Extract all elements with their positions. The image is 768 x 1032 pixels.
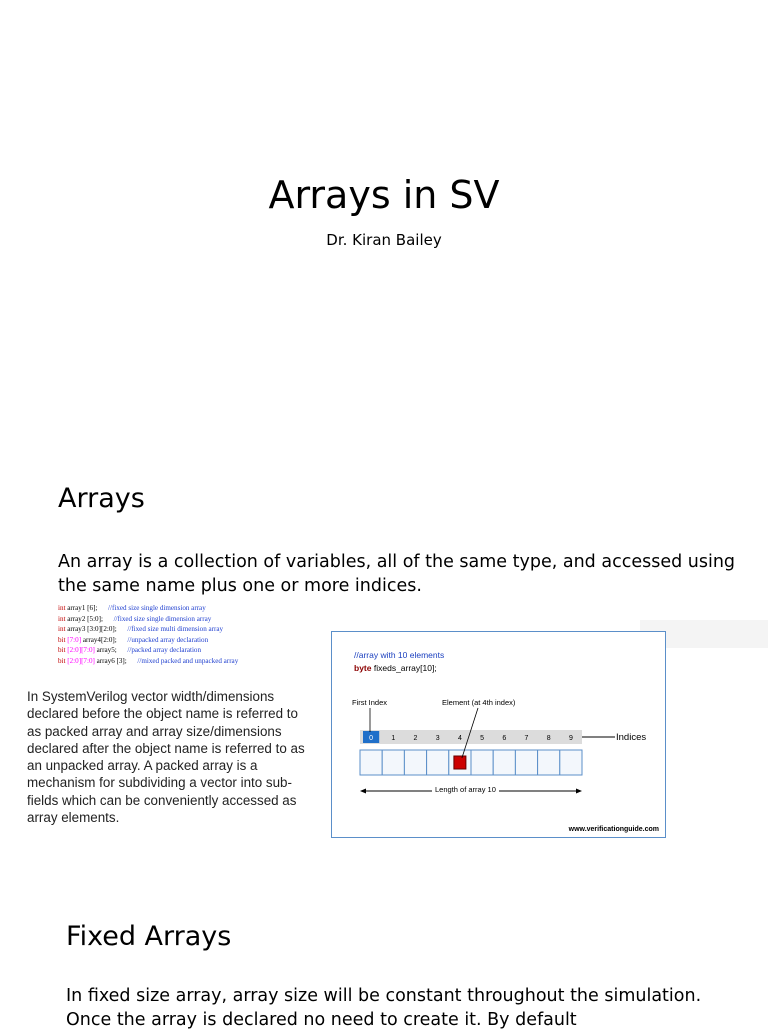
indices-label: Indices xyxy=(616,732,647,743)
code-line xyxy=(58,624,328,635)
index-number: 3 xyxy=(435,735,440,742)
array-figure xyxy=(331,631,666,838)
code-keyword: bit xyxy=(58,635,66,644)
array-cell xyxy=(382,750,404,775)
code-keyword: int xyxy=(58,625,66,634)
index-number: 9 xyxy=(568,735,573,742)
code-comment: //mixed packed and unpacked array xyxy=(126,656,239,665)
code-line xyxy=(58,603,328,614)
code-line xyxy=(58,635,328,646)
slide2-body: In SystemVerilog vector width/dimensions declared before the object name is referred to as packed array and array size/dimensions declared after the object name is referred to as an unpacked array. A packed array is a mechanism for subdividing a vector into sub-fields which can be conveniently accessed as array elements. xyxy=(27,689,305,826)
array-cell xyxy=(538,750,560,775)
code-keyword: bit xyxy=(58,656,66,665)
code-name: array6 [3]; xyxy=(94,656,127,665)
slide1-title: Arrays in SV xyxy=(268,173,500,217)
slide2-intro: An array is a collection of variables, all of the same type, and accessed using the same name plus one or more indices. xyxy=(58,552,736,596)
index-number: 1 xyxy=(391,735,396,742)
code-block xyxy=(58,603,328,667)
code-name: array1 [6]; xyxy=(65,604,98,612)
index-number: 0 xyxy=(369,735,374,742)
array-cell xyxy=(427,750,449,775)
length-label: Length of array 10 xyxy=(432,785,499,794)
code-dims: [2:0][7:0] xyxy=(65,646,95,655)
highlighted-element xyxy=(454,756,466,769)
index-number: 6 xyxy=(502,735,507,742)
figure-comment: //array with 10 elements xyxy=(354,650,445,660)
slide3-title: Fixed Arrays xyxy=(66,921,232,952)
length-arrowhead-left xyxy=(360,789,366,794)
index-number: 8 xyxy=(546,735,551,742)
code-line xyxy=(58,645,328,656)
code-comment: //fixed size single dimension array xyxy=(97,604,206,612)
code-dims: [7:0] xyxy=(65,635,82,644)
index-number: 7 xyxy=(524,735,529,742)
index-number: 4 xyxy=(457,735,462,742)
array-cell xyxy=(404,750,426,775)
code-name: array5; xyxy=(94,646,117,655)
code-line xyxy=(58,614,328,625)
code-keyword: bit xyxy=(58,646,66,655)
array-cell xyxy=(493,750,515,775)
slide1-author: Dr. Kiran Bailey xyxy=(326,231,442,249)
figure-decl-keyword: byte xyxy=(354,663,372,673)
code-comment: //fixed size single dimension array xyxy=(102,614,212,623)
array-cell xyxy=(360,750,382,775)
code-keyword: int xyxy=(58,604,66,612)
slide2-title: Arrays xyxy=(58,483,145,514)
array-cell xyxy=(560,750,582,775)
code-keyword: int xyxy=(58,614,66,623)
index-number: 5 xyxy=(480,735,485,742)
code-line xyxy=(58,656,328,667)
code-name: array4[2:0]; xyxy=(81,635,117,644)
array-cell xyxy=(515,750,537,775)
code-dims: [2:0][7:0] xyxy=(65,656,95,665)
figure-decl-rest: fixeds_array[10]; xyxy=(373,663,437,673)
index-number: 2 xyxy=(413,735,418,742)
site-credit: www.verificationguide.com xyxy=(568,826,659,833)
element-label: Element (at 4th index) xyxy=(442,698,516,707)
code-name: array3 [3:0][2:0]; xyxy=(65,625,117,634)
array-cell xyxy=(471,750,493,775)
code-comment: //packed array declaration xyxy=(116,646,202,655)
length-arrowhead-right xyxy=(576,789,582,794)
code-comment: //unpacked array declaration xyxy=(116,635,209,644)
code-name: array2 [5:0]; xyxy=(65,614,103,623)
slide3-body: In fixed size array, array size will be constant throughout the simulation. Once the array is declared no need to create it. By default xyxy=(66,986,702,1030)
first-index-label: First Index xyxy=(352,698,388,707)
code-comment: //fixed size multi dimension array xyxy=(116,625,224,634)
figure-declaration xyxy=(354,663,437,673)
